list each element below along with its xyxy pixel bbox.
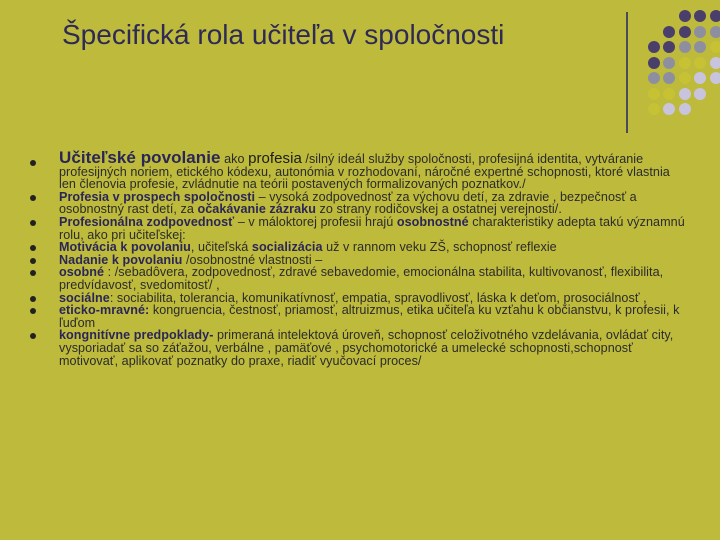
decorative-dot (663, 41, 675, 53)
list-item-text: /silný ideál služby spoločnosti, profesijná identita, vytváranie profesijných noriem, etického kódexu, autonómia v rozhodovaní, náročné expertné schopnosti, ktoré vlastnia len členovia profesie, zvládnutie na teórii postavených formalizovaných poznatkov./ (59, 152, 670, 192)
decorative-dot-grid (632, 10, 720, 116)
decorative-dot (632, 103, 644, 115)
list-item-text: – vysoká zodpovednosť za výchovu detí, za zdravie , bezpečnosť a osobnostný rast detí, za (59, 189, 637, 217)
list-item-text: , učiteľská (190, 240, 252, 255)
decorative-dot (648, 88, 660, 100)
list-item-text: osobnostné (396, 214, 469, 229)
decorative-dot (648, 10, 660, 22)
decorative-dot (663, 57, 675, 69)
decorative-dot (710, 72, 720, 84)
list-item-text: už v rannom veku ZŠ, schopnosť reflexie (322, 240, 557, 255)
list-item-text: očakávanie zázraku (197, 202, 316, 217)
decorative-dot (679, 103, 691, 115)
list-item-text: Profesionálna zodpovednosť (59, 214, 235, 229)
decorative-dot (663, 103, 675, 115)
bullet-dot-icon (30, 245, 36, 251)
list-item-text: socializácia (251, 240, 323, 255)
decorative-dot (648, 26, 660, 38)
list-item-text: primeraná intelektová úroveň, schopnosť celoživotného vzdelávania, ovládať city, vysporiadať sa so záťažou, verbálne , pamäťové , psychomotorické a umelecké schopnosti,schopnosť motivovať, aplikovať poznatky do praxe, riadiť vyučovací proces/ (59, 328, 674, 368)
bullet-dot-icon (30, 308, 36, 314)
decorative-dot (632, 88, 644, 100)
list-item-text: sociálne (59, 290, 110, 305)
list-item (30, 216, 690, 241)
decorative-dot (694, 103, 706, 115)
decorative-dot (679, 72, 691, 84)
decorative-dot (648, 41, 660, 53)
decorative-dot (632, 57, 644, 69)
list-item-text: Nadanie k povolaniu (59, 252, 183, 267)
bullet-dot-icon (30, 195, 36, 201)
decorative-dot (679, 88, 691, 100)
decorative-dot (648, 57, 660, 69)
decorative-dot (694, 10, 706, 22)
page-title: Špecifická rola učiteľa v spoločnosti (62, 19, 505, 50)
decorative-dot (632, 10, 644, 22)
decorative-dot (679, 10, 691, 22)
decorative-dot (663, 72, 675, 84)
list-item (30, 191, 690, 216)
decorative-divider (626, 12, 628, 133)
decorative-dot (694, 26, 706, 38)
list-item-text: Profesia v prospech spoločnosti (59, 189, 256, 204)
bullet-dot-icon (30, 333, 36, 339)
list-item-text: osobné (59, 265, 105, 280)
decorative-dot (694, 41, 706, 53)
list-item (30, 304, 690, 329)
list-item-text: eticko-mravné: (59, 303, 150, 318)
decorative-dot (710, 88, 720, 100)
bullet-dot-icon (30, 160, 36, 166)
decorative-dot (710, 103, 720, 115)
list-item-text: kongnitívne predpoklady- (59, 328, 214, 343)
decorative-dot (663, 26, 675, 38)
list-item-text: Učiteľské povolanie (59, 148, 221, 167)
list-item-text: ako (220, 152, 249, 166)
list-item (30, 148, 690, 192)
decorative-dot (679, 26, 691, 38)
list-item-text: : /sebadôvera, zodpovednosť, zdravé sebavedomie, emocionálna stabilita, kultivovanosť, flexibilita, predvídavosť, svedomitosť/ , (59, 265, 664, 292)
list-item-text: charakteristiky adepta takú významnú rolu, ako pri učiteľskej: (59, 214, 685, 242)
list-item-text: – v máloktorej profesii hrajú (234, 214, 397, 229)
decorative-dot (710, 26, 720, 38)
list-item-text: /osobnostné vlastnosti – (182, 252, 323, 267)
list-item-text: zo strany rodičovskej a ostatnej verejnosti/. (315, 202, 562, 217)
decorative-dot (679, 41, 691, 53)
list-item-text: : sociabilita, tolerancia, komunikatívnosť, empatia, spravodlivosť, láska k deťom, prosociálnosť , (109, 290, 647, 305)
bullet-dot-icon (30, 296, 36, 302)
decorative-dot (632, 26, 644, 38)
decorative-dot (679, 57, 691, 69)
decorative-dot (632, 41, 644, 53)
bullet-dot-icon (30, 258, 36, 264)
list-item-text: profesia (248, 150, 302, 167)
list-item (30, 329, 690, 367)
decorative-dot (710, 41, 720, 53)
list-item-text: Motivácia k povolaniu (59, 240, 191, 255)
decorative-dot (694, 72, 706, 84)
decorative-dot (663, 88, 675, 100)
decorative-dot (648, 72, 660, 84)
decorative-dot (710, 57, 720, 69)
decorative-dot (663, 10, 675, 22)
bullet-list (30, 148, 690, 368)
decorative-dot (710, 10, 720, 22)
list-item-text: kongruencia, čestnosť, priamosť, altruizmus, etika učiteľa ku vzťahu k občianstvu, k profesii, k ľuďom (59, 303, 680, 330)
bullet-dot-icon (30, 220, 36, 226)
bullet-dot-icon (30, 270, 36, 276)
list-item (30, 266, 690, 291)
decorative-dot (694, 57, 706, 69)
decorative-dot (648, 103, 660, 115)
decorative-dot (632, 72, 644, 84)
decorative-dot (694, 88, 706, 100)
